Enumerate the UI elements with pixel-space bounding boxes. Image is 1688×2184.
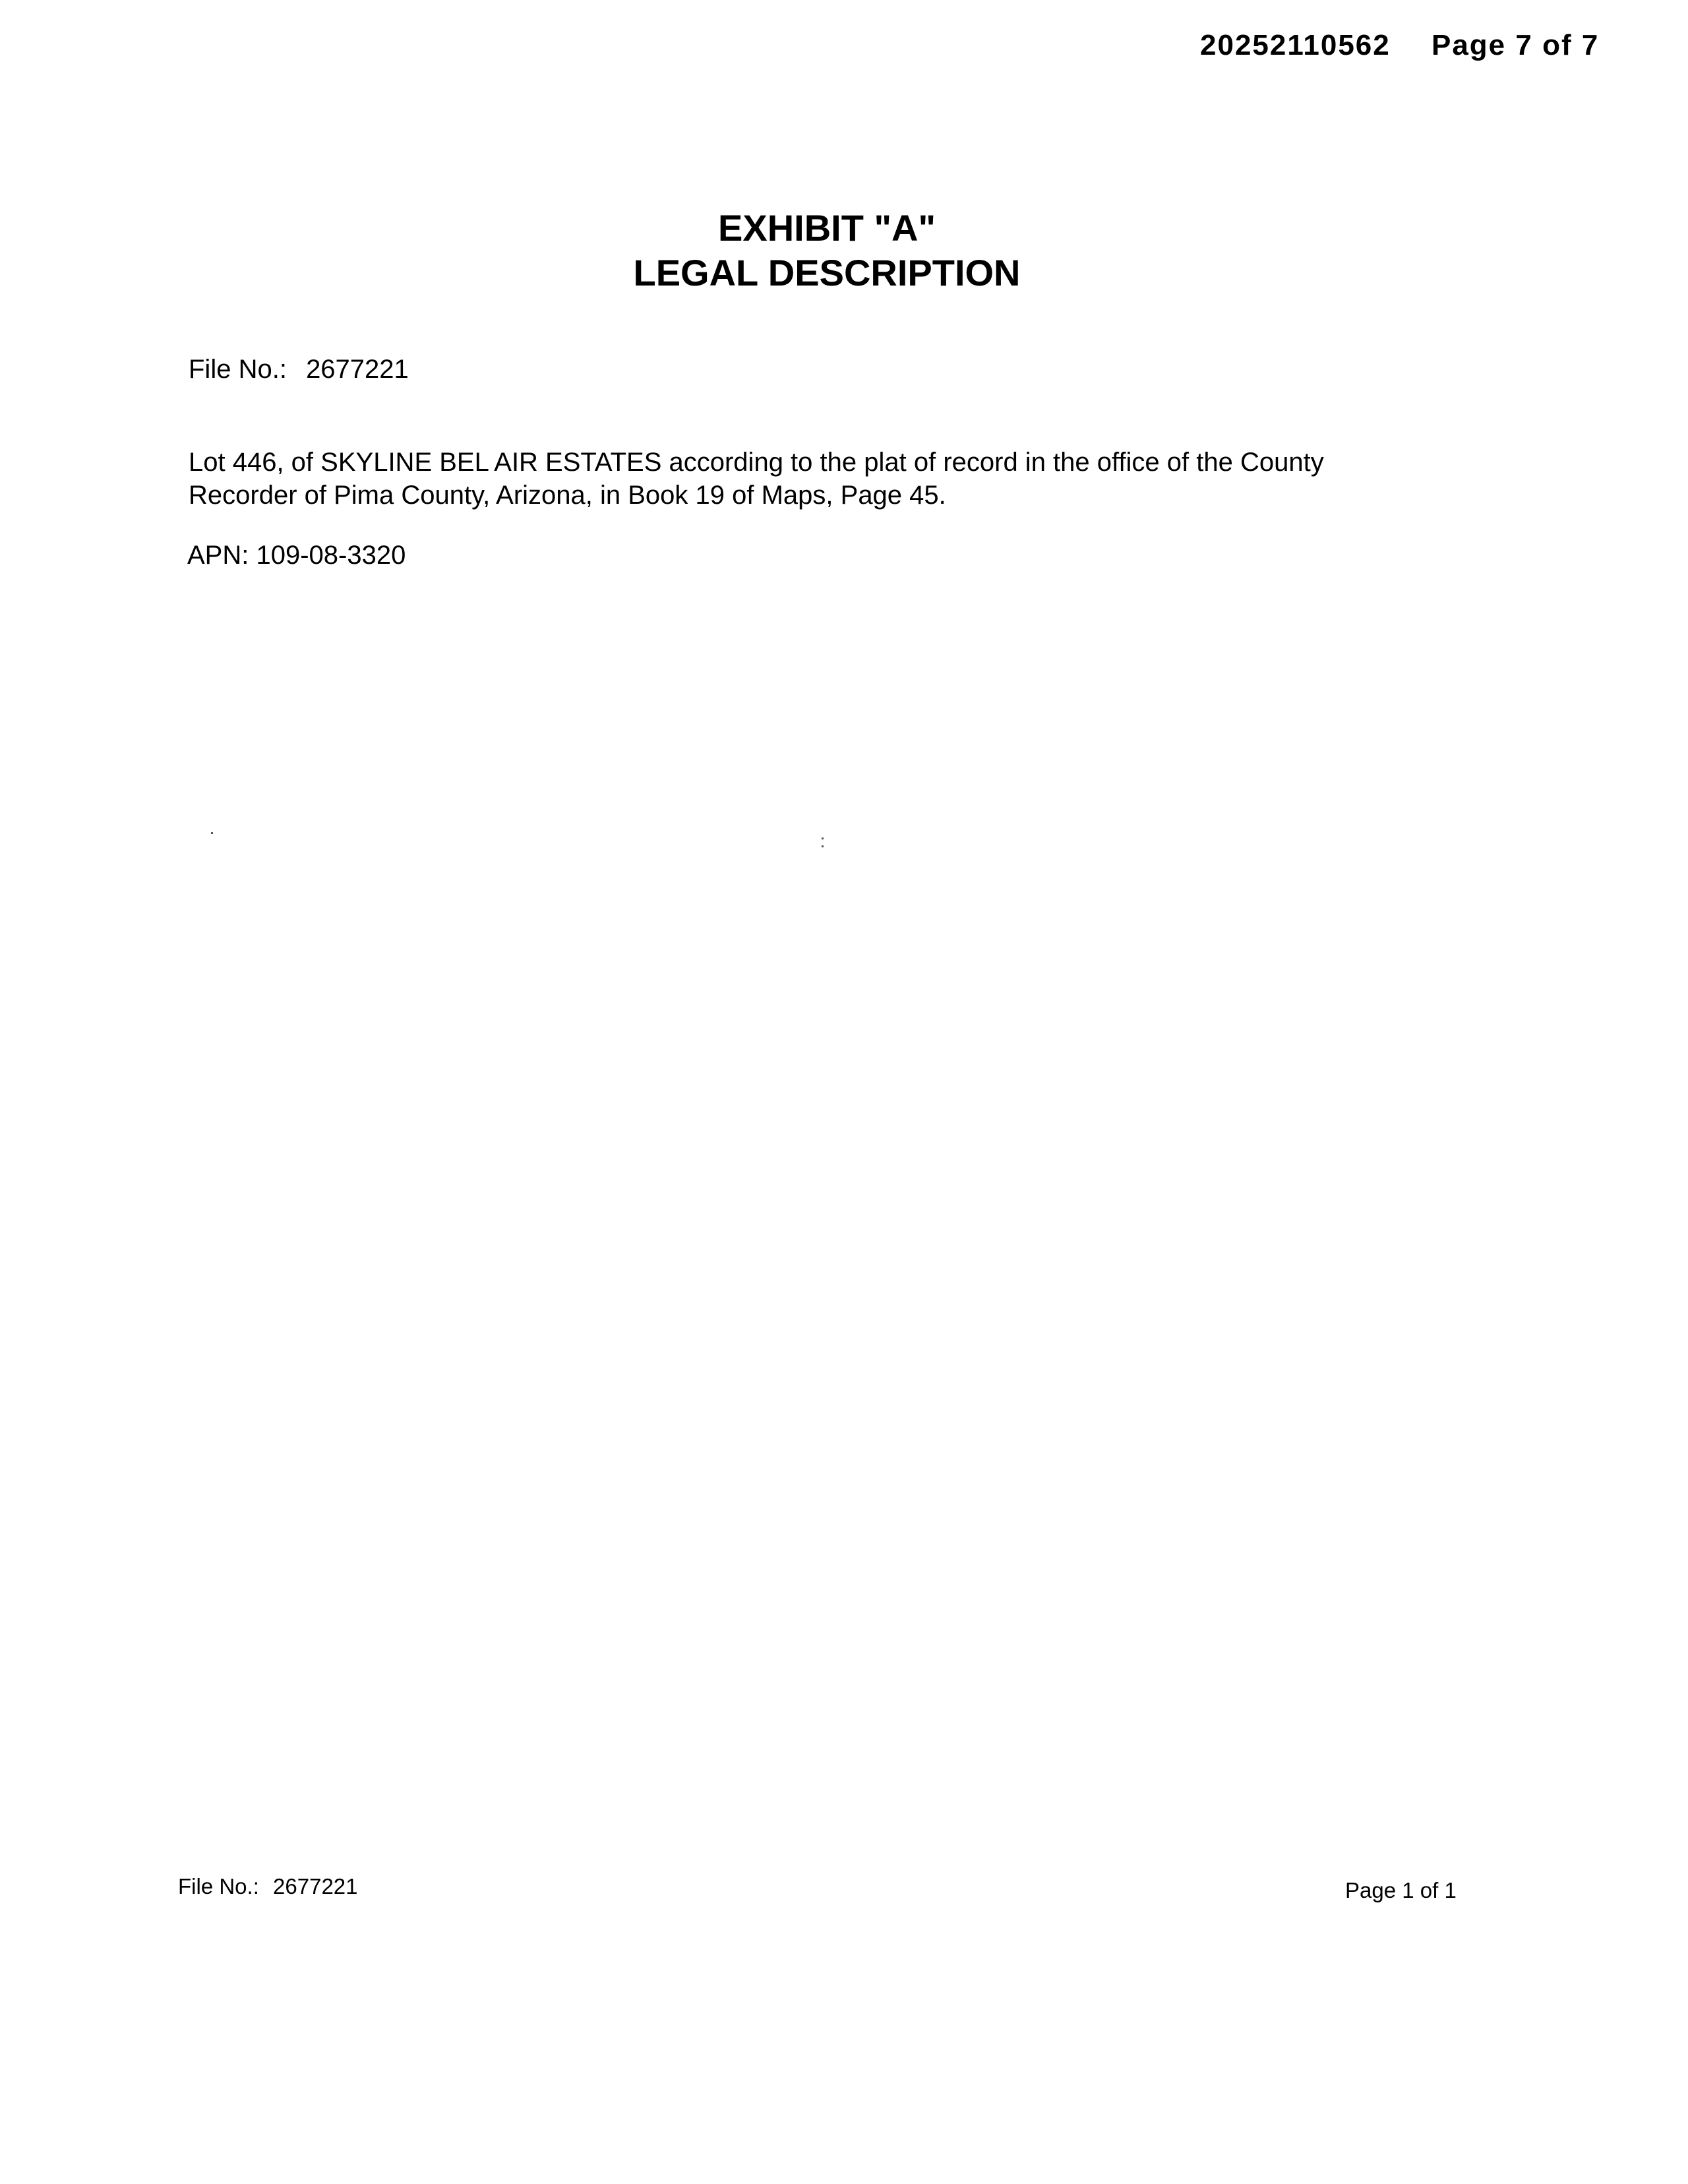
file-number-label: File No.: [189,355,287,384]
legal-description-text [189,446,1481,512]
recording-page-indicator: Page 7 of 7 [1431,29,1600,61]
recording-stamp [1200,29,1600,62]
footer-file-label: File No.: [178,1874,259,1898]
exhibit-heading: EXHIBIT "A" [717,207,936,249]
legal-description-heading: LEGAL DESCRIPTION [633,252,1021,293]
scan-speck [822,845,824,847]
file-number-value: 2677221 [306,355,409,384]
footer-page-number: Page 1 of 1 [1345,1878,1457,1902]
legal-description-line-1: Lot 446, of SKYLINE BEL AIR ESTATES according to the plat of record in the office of the County [189,448,1324,477]
scan-speck [822,837,824,839]
document-title [0,206,1654,295]
legal-description-line-2: Recorder of Pima County, Arizona, in Book 19 of Maps, Page 45. [189,481,946,510]
footer-file-value: 2677221 [273,1874,358,1898]
file-number-line [189,355,409,384]
apn-line: APN: 109-08-3320 [187,541,406,570]
footer-file-number [178,1874,358,1899]
recording-number: 20252110562 [1200,29,1391,61]
scan-speck [211,832,213,834]
